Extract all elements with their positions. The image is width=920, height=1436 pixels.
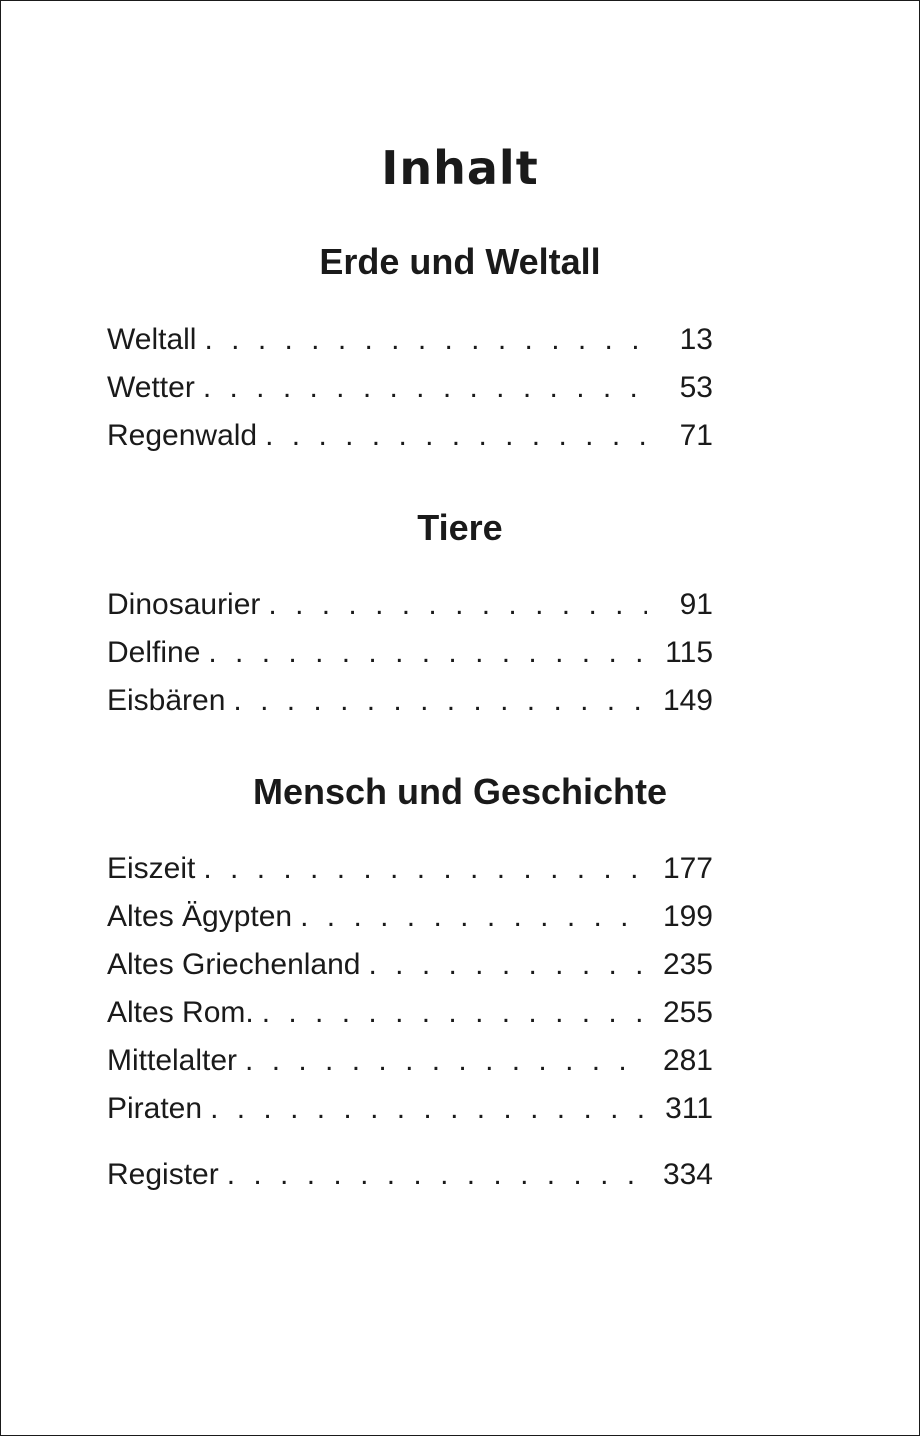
toc-entry-label: Register [107, 1158, 219, 1191]
toc-entry [107, 941, 713, 989]
toc-entry-page: 311 [665, 1092, 713, 1125]
toc-list-tiere [107, 581, 713, 725]
toc-entry [107, 677, 713, 725]
dot-leader [203, 364, 647, 412]
toc-list-register [107, 1151, 713, 1199]
dot-leader [227, 1151, 647, 1199]
toc-entry-page: 255 [662, 996, 713, 1029]
dot-leader [300, 893, 647, 941]
dot-leader [203, 845, 647, 893]
toc-entry-page: 177 [662, 852, 713, 885]
toc-entry [107, 581, 713, 629]
dot-leader [265, 412, 647, 460]
toc-entry-page: 281 [662, 1044, 713, 1077]
toc-list-mensch-und-geschichte [107, 845, 713, 1133]
toc-entry-page: 13 [679, 323, 713, 356]
toc-entry-page: 71 [679, 419, 713, 452]
dot-leader [208, 629, 647, 677]
dot-leader [210, 1085, 647, 1133]
toc-entry-page: 235 [662, 948, 713, 981]
toc-entry [107, 629, 713, 677]
section-heading-erde-und-weltall: Erde und Weltall [319, 241, 601, 282]
toc-entry-label: Weltall [107, 323, 197, 356]
toc-entry-label: Wetter [107, 371, 195, 404]
toc-entry-page: 149 [662, 684, 713, 717]
toc-entry [107, 1037, 713, 1085]
toc-entry-label: Altes Rom. [107, 996, 254, 1029]
toc-entry-page: 199 [662, 900, 713, 933]
dot-leader [268, 581, 647, 629]
toc-entry [107, 316, 713, 364]
toc-entry-register [107, 1151, 713, 1199]
toc-entry-label: Altes Ägypten [107, 900, 293, 933]
toc-entry [107, 893, 713, 941]
toc-entry-page: 334 [662, 1158, 713, 1191]
toc-list-erde-und-weltall [107, 316, 713, 460]
toc-entry [107, 364, 713, 412]
dot-leader [245, 1037, 647, 1085]
toc-entry-label: Altes Griechenland [107, 948, 361, 981]
section-heading-mensch-und-geschichte: Mensch und Geschichte [252, 771, 668, 812]
toc-entry-label: Regenwald [107, 419, 258, 452]
toc-entry-label: Delfine [107, 636, 201, 669]
dot-leader [368, 941, 647, 989]
toc-entry-page: 53 [679, 371, 713, 404]
toc-entry [107, 845, 713, 893]
toc-entry-label: Eiszeit [107, 852, 196, 885]
toc-entry [107, 412, 713, 460]
section-heading-tiere: Tiere [417, 507, 503, 548]
toc-entry [107, 989, 713, 1037]
toc-entry-label: Mittelalter [107, 1044, 238, 1077]
dot-leader [262, 989, 647, 1037]
page-title: Inhalt [381, 141, 539, 195]
toc-entry-page: 91 [679, 588, 713, 621]
toc-entry-label: Piraten [107, 1092, 203, 1125]
dot-leader [204, 316, 647, 364]
toc-entry-page: 115 [665, 636, 713, 669]
toc-entry [107, 1085, 713, 1133]
toc-entry-label: Dinosaurier [107, 588, 261, 621]
dot-leader [233, 677, 647, 725]
toc-entry-label: Eisbären [107, 684, 226, 717]
